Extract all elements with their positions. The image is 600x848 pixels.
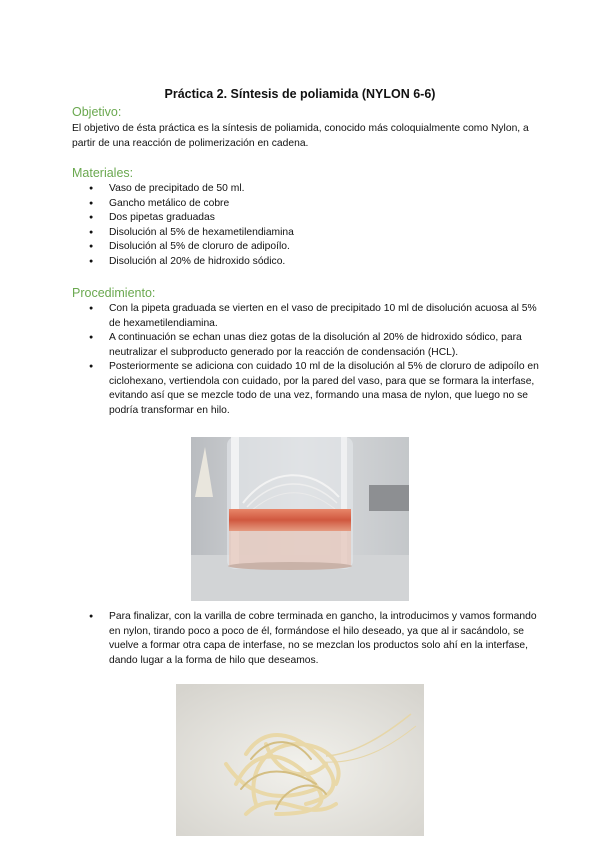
procedimiento-heading: Procedimiento: xyxy=(72,286,156,300)
document-title: Práctica 2. Síntesis de poliamida (NYLON 6-6) xyxy=(164,87,436,101)
list-item: ● A continuación se echan unas diez gotas de la disolución al 20% de hidroxido sódico, para neutralizar el subproducto generado por la reacción de condensación (HCL). xyxy=(72,331,540,360)
list-item: ● Para finalizar, con la varilla de cobre terminada en gancho, la introducimos y vamos formando en nylon, tirando poco a poco de él, formándose el hilo deseado, ya que al ir sacándolo, se vuelve a formar otra capa de interfase, no se mezclan los productos solo ahí en la interfase, dando lugar a la forma de hilo que deseamos. xyxy=(72,610,540,668)
list-item: ● Disolución al 5% de cloruro de adipoílo. xyxy=(72,240,540,255)
list-item: ● Disolución al 20% de hidroxido sódico. xyxy=(72,255,540,270)
materiales-heading: Materiales: xyxy=(72,166,134,180)
beaker-photo xyxy=(191,437,409,601)
list-item: ● Vaso de precipitado de 50 ml. xyxy=(72,182,540,197)
objetivo-heading: Objetivo: xyxy=(72,105,122,119)
nylon-photo xyxy=(176,684,424,836)
beaker-image xyxy=(191,437,409,601)
materiales-list xyxy=(72,182,540,269)
list-item: ● Posteriormente se adiciona con cuidado 10 ml de la disolución al 5% de cloruro de adipoílo en ciclohexano, vertiendola con cuidado, por la pared del vaso, para que se formara la interfase, evitando así que se mezcle todo de una vez, formando una masa de nylon, que luego no se podría transformar en hilo. xyxy=(72,360,540,418)
list-item: ● Gancho metálico de cobre xyxy=(72,197,540,212)
objetivo-text: El objetivo de ésta práctica es la síntesis de poliamida, conocido más coloquialmente como Nylon, a partir de una reacción de polimerización en cadena. xyxy=(72,123,529,149)
final-step-list xyxy=(72,610,540,668)
list-item: ● Disolución al 5% de hexametilendiamina xyxy=(72,226,540,241)
list-item: ● Con la pipeta graduada se vierten en el vaso de precipitado 10 ml de disolución acuosa al 5% de hexametilendiamina. xyxy=(72,302,540,331)
procedimiento-list xyxy=(72,302,540,418)
list-item: ● Dos pipetas graduadas xyxy=(72,211,540,226)
nylon-image xyxy=(176,684,424,836)
